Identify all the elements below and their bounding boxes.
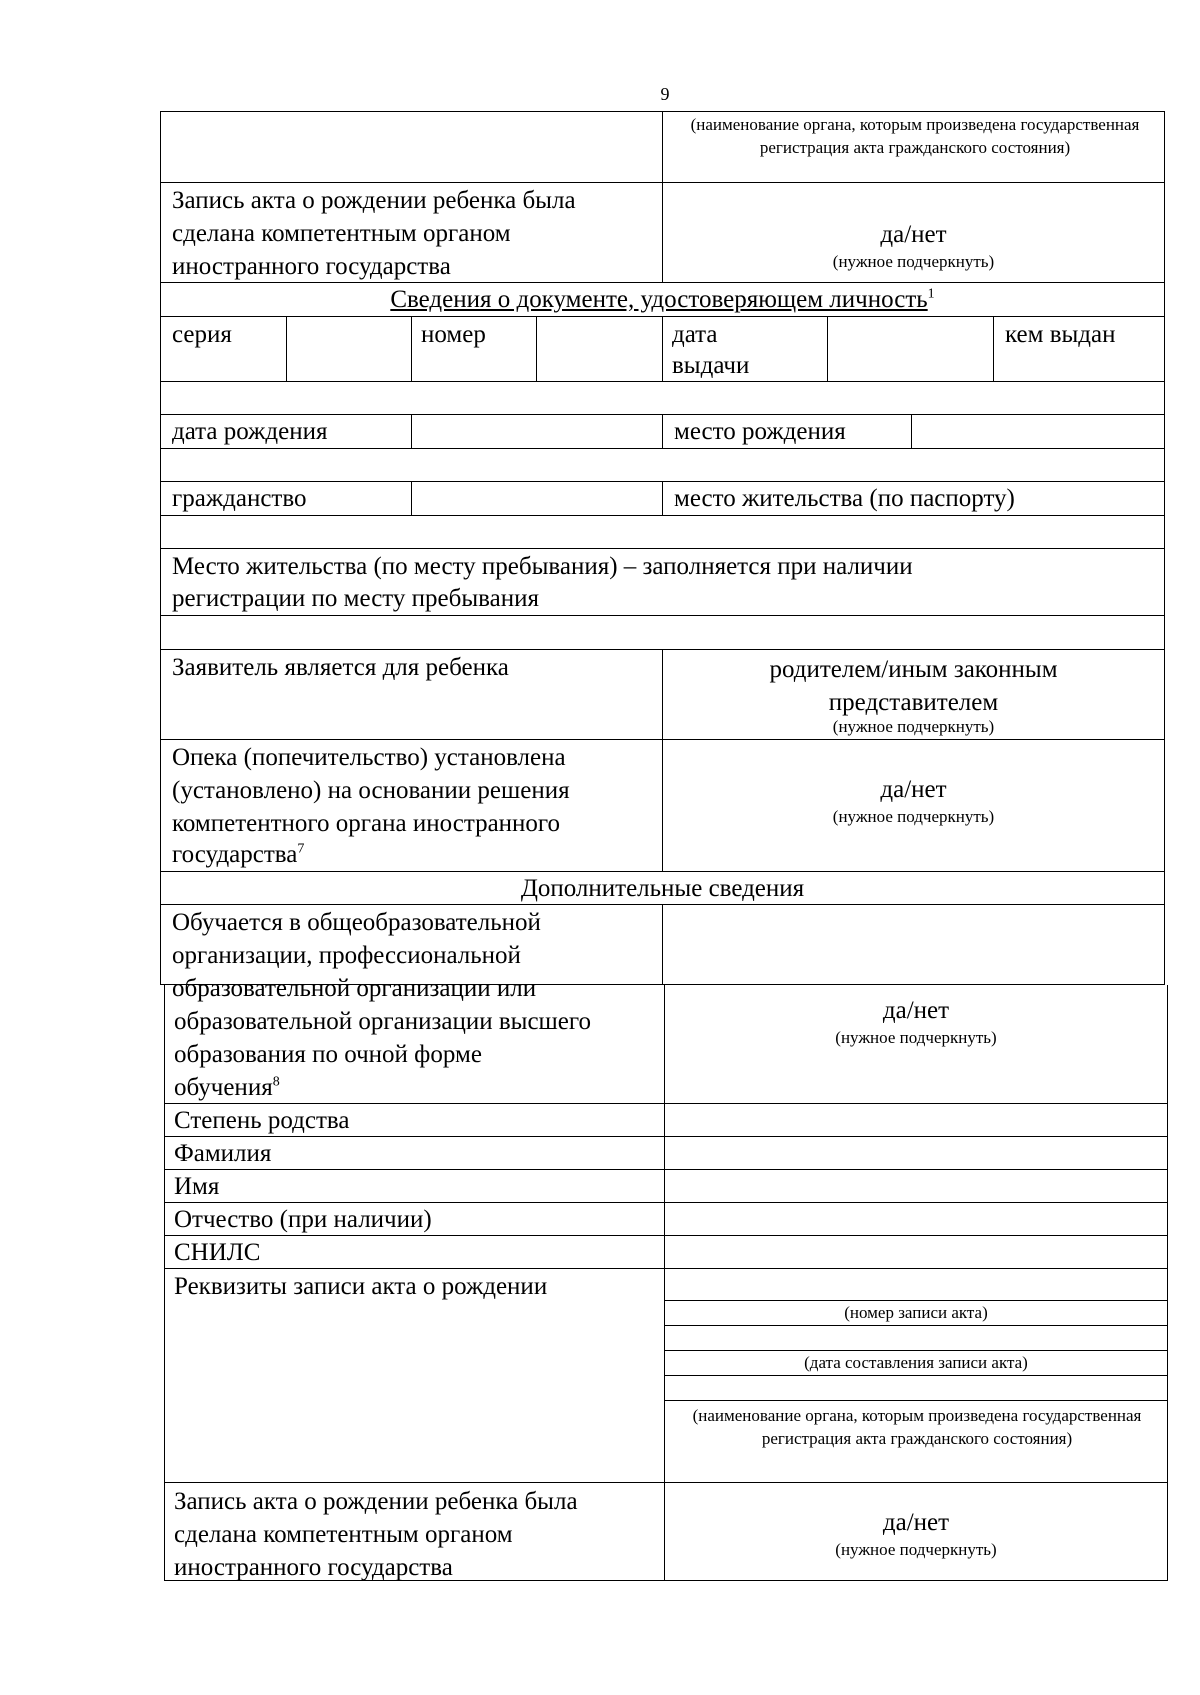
id-doc-footnote: 1 bbox=[927, 286, 935, 302]
guardianship-footnote: 7 bbox=[297, 841, 305, 857]
additional-header: Дополнительные сведения bbox=[520, 875, 805, 902]
study-line5: образования по очной форме bbox=[174, 1041, 482, 1068]
guardianship-line4 bbox=[172, 838, 304, 871]
study-value[interactable]: да/нет bbox=[882, 997, 950, 1024]
study-footnote: 8 bbox=[272, 1074, 280, 1090]
applicant-value-line2[interactable]: представителем bbox=[828, 689, 999, 716]
foreign-record-hint: (нужное подчеркнуть) bbox=[832, 252, 995, 271]
foreign-record2-label-line3: иностранного государства bbox=[174, 1554, 453, 1581]
foreign-record-value[interactable]: да/нет bbox=[880, 221, 947, 248]
foreign-record2-value[interactable]: да/нет bbox=[882, 1509, 950, 1536]
foreign-record-label-line2: сделана компетентным органом bbox=[172, 220, 511, 247]
guardianship-line2: (установлено) на основании решения bbox=[172, 777, 570, 804]
birth-record-number-hint: (номер записи акта) bbox=[844, 1303, 988, 1322]
id-issued-by-label: кем выдан bbox=[1005, 321, 1116, 348]
foreign-record2-hint: (нужное подчеркнуть) bbox=[835, 1540, 997, 1559]
study-line6-text: обучения bbox=[174, 1074, 273, 1101]
patronymic-label: Отчество (при наличии) bbox=[174, 1206, 432, 1233]
applicant-hint: (нужное подчеркнуть) bbox=[832, 717, 995, 736]
birth-record-organ-hint: (наименование органа, которым произведена государственная регистрация акта гражданского состояния) bbox=[692, 1406, 1142, 1448]
birth-record-label: Реквизиты записи акта о рождении bbox=[174, 1273, 548, 1300]
id-doc-header-text: Сведения о документе, удостоверяющем личность bbox=[390, 286, 928, 313]
study-line3: образовательной организации или bbox=[172, 975, 537, 1002]
birth-record-date-hint: (дата составления записи акта) bbox=[804, 1353, 1028, 1372]
study-line6 bbox=[174, 1071, 280, 1104]
applicant-value-line1[interactable]: родителем/иным законным bbox=[769, 656, 1058, 683]
study-line1: Обучается в общеобразовательной bbox=[172, 909, 541, 936]
id-date-label-line2: выдачи bbox=[672, 352, 750, 379]
surname-label: Фамилия bbox=[174, 1140, 272, 1167]
snils-label: СНИЛС bbox=[174, 1239, 261, 1266]
study-line4: образовательной организации высшего bbox=[174, 1008, 592, 1035]
reg-organ-hint-top: (наименование органа, которым произведена государственная регистрация акта гражданского состояния) bbox=[690, 115, 1140, 157]
foreign-record2-label-line2: сделана компетентным органом bbox=[174, 1521, 513, 1548]
id-series-label: серия bbox=[172, 321, 232, 348]
first-name-label: Имя bbox=[174, 1173, 220, 1200]
relationship-label: Степень родства bbox=[174, 1107, 350, 1134]
temp-residence-line2: регистрации по месту пребывания bbox=[172, 585, 539, 612]
guardianship-line1: Опека (попечительство) установлена bbox=[172, 744, 566, 771]
temp-residence-line1: Место жительства (по месту пребывания) – заполняется при наличии bbox=[172, 553, 913, 580]
foreign-record-label-line1: Запись акта о рождении ребенка была bbox=[172, 187, 576, 214]
guardianship-line3: компетентного органа иностранного bbox=[172, 810, 561, 837]
id-date-label-line1: дата bbox=[672, 321, 718, 348]
page-number: 9 bbox=[660, 84, 670, 104]
citizenship-label: гражданство bbox=[172, 485, 307, 512]
id-number-label: номер bbox=[421, 321, 486, 348]
guardianship-hint: (нужное подчеркнуть) bbox=[832, 807, 995, 826]
guardianship-line4-text: государства bbox=[172, 841, 298, 868]
foreign-record-label-line3: иностранного государства bbox=[172, 253, 451, 280]
residence-passport-label: место жительства (по паспорту) bbox=[674, 485, 1015, 512]
guardianship-value[interactable]: да/нет bbox=[880, 776, 947, 803]
study-hint: (нужное подчеркнуть) bbox=[835, 1028, 997, 1047]
foreign-record2-label-line1: Запись акта о рождении ребенка была bbox=[174, 1488, 578, 1515]
applicant-label: Заявитель является для ребенка bbox=[172, 654, 509, 681]
birth-place-label: место рождения bbox=[674, 418, 846, 445]
birth-date-label: дата рождения bbox=[172, 418, 328, 445]
id-doc-header bbox=[160, 283, 1165, 316]
study-line2: организации, профессиональной bbox=[172, 942, 521, 969]
